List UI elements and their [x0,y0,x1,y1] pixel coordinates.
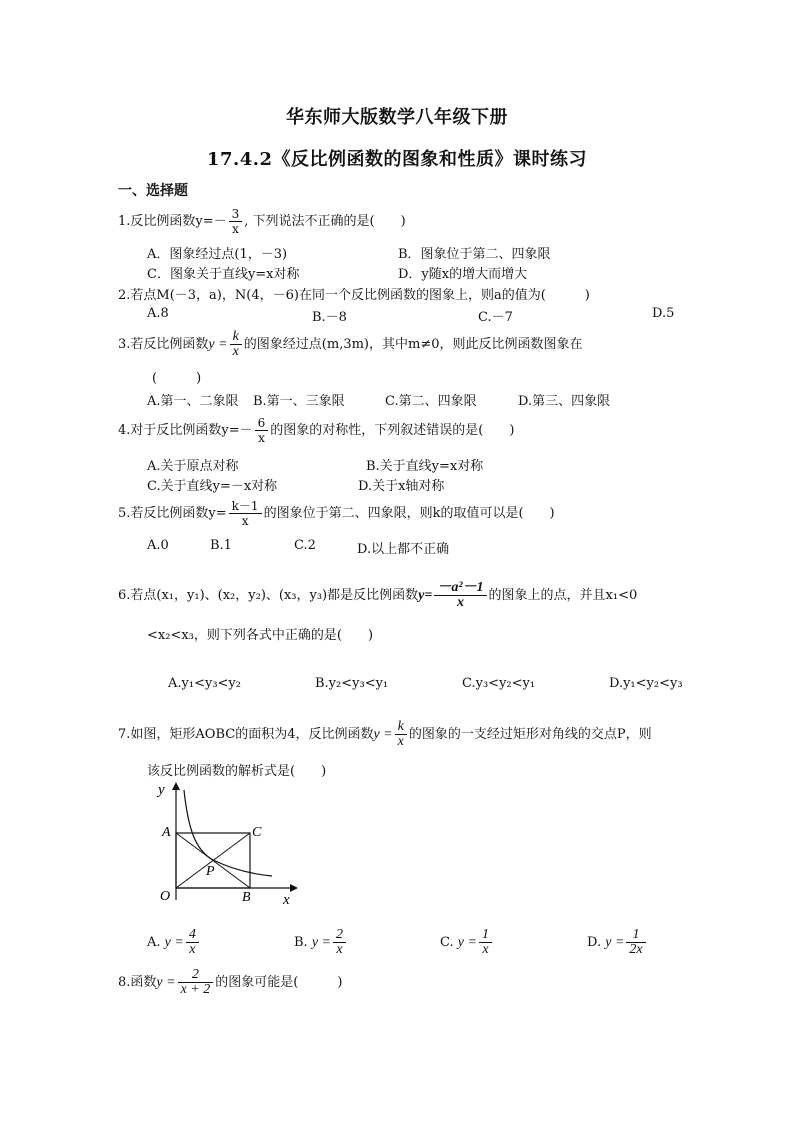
q6-option-b: B.y₂<y₃<y₁ [315,676,389,691]
q7-stem-line2: 该反比例函数的解析式是( ) [147,764,327,779]
q7-c-numerator: 1 [479,928,492,943]
y-axis-arrow-icon [172,782,180,790]
label-p: P [206,864,215,879]
q2-option-c: C.－7 [478,310,513,325]
section-heading: 一、选择题 [118,183,188,199]
q5-option-d: D.以上都不正确 [357,542,450,557]
q7-c-fraction [479,928,492,957]
q5-numerator: k－1 [229,499,262,514]
q6-stem-end: 的图象上的点，并且x₁<0 [488,588,638,603]
question-7 [118,720,652,749]
q3-option-b: B.第一、三象限 [253,394,345,409]
q7-a-fraction [186,928,199,957]
q7-d-lhs: y = [605,935,625,950]
label-c: C [252,825,262,840]
q7-a-label: A. [147,935,161,950]
q3-option-d: D.第三、四象限 [518,394,611,409]
q7-d-fraction [626,928,645,957]
q5-option-a: A.0 [147,538,169,553]
q8-stem-end: 的图象可能是( ) [215,975,343,990]
question-6 [118,581,637,610]
q1-stem: 1.反比例函数y=－ [118,214,227,229]
question-8 [118,968,342,997]
question-2: 2.若点M(－3，a)，N(4，－6)在同一个反比例函数的图象上，则a的值为( ) [118,288,590,303]
q4-option-b: B.关于直线y=x对称 [366,459,484,474]
question-5 [118,499,555,528]
q6-denominator: x [456,595,464,610]
q7-numerator: k [395,720,407,735]
q6-lhs: y= [418,588,433,603]
question-1 [118,207,406,236]
question-3 [118,330,583,359]
q8-fraction [178,968,214,997]
label-o: O [160,889,171,904]
x-axis-arrow-icon [290,884,298,892]
q6-option-a: A.y₁<y₃<y₂ [168,676,241,691]
q1-denominator: x [232,222,239,236]
q6-numerator: －a²－1 [434,581,486,596]
q7-c-lhs: y = [457,935,477,950]
q2-option-a: A.8 [147,306,169,321]
q7-b-label: B. [294,935,308,950]
q3-option-a: A.第一、二象限 [147,394,239,409]
q2-option-b: B.－8 [312,310,347,325]
q8-lhs: y = [156,975,176,990]
q4-option-d: D.关于x轴对称 [358,479,445,494]
q4-stem: 4.对于反比例函数y=－ [118,423,253,438]
q7-c-denominator: x [482,942,489,957]
q7-b-denominator: x [336,942,343,957]
q3-answer-paren: ( ) [152,371,202,386]
q7-d-numerator: 1 [626,928,645,943]
q5-option-b: B.1 [210,538,232,553]
label-x: x [283,892,290,908]
q7-stem-end: 的图象的一支经过矩形对角线的交点P，则 [408,727,652,742]
q4-fraction [255,416,269,445]
q3-fraction [230,330,242,359]
q8-numerator: 2 [178,968,214,983]
q7-b-fraction [333,928,346,957]
q4-option-a: A.关于原点对称 [147,459,239,474]
q7-d-label: D. [587,935,602,950]
q3-stem: 3.若反比例函数 [118,337,209,352]
q1-option-d: D．y随x的增大而增大 [398,267,528,282]
q7-option-c [440,928,494,957]
q7-fraction [395,720,407,749]
q7-c-label: C. [440,935,454,950]
q6-option-c: C.y₃<y₂<y₁ [462,676,536,691]
q3-option-c: C.第二、四象限 [385,394,477,409]
q5-stem-end: 的图象位于第二、四象限，则k的取值可以是( ) [263,506,555,521]
q7-lhs: y = [373,727,393,742]
q1-option-a: A．图象经过点(1，－3) [147,247,288,262]
q5-fraction [229,499,262,528]
page-title: 华东师大版数学八年级下册 [286,107,508,128]
page-subtitle: 17.4.2《反比例函数的图象和性质》课时练习 [206,149,588,170]
q3-stem-end: 的图象经过点(m,3m)，其中m≠0，则此反比例函数图象在 [243,337,583,352]
q7-a-numerator: 4 [186,928,199,943]
question-4 [118,416,514,445]
label-a: A [162,825,171,840]
q3-lhs: y = [208,337,228,352]
q2-option-d: D.5 [652,306,675,321]
q8-stem: 8.函数 [118,975,157,990]
q7-d-denominator: 2x [629,942,643,957]
q7-b-numerator: 2 [333,928,346,943]
q6-stem-line2: <x₂<x₃，则下列各式中正确的是( ) [147,628,374,643]
q8-denominator: x + 2 [180,982,211,997]
q1-option-b: B．图象位于第二、四象限 [398,247,551,262]
q7-denominator: x [397,734,404,749]
q7-b-lhs: y = [311,935,331,950]
q1-stem-end: , 下列说法不正确的是( ) [244,214,406,229]
q7-option-d [587,928,648,957]
q7-stem: 7.如图，矩形AOBC的面积为4，反比例函数 [118,727,374,742]
q4-numerator: 6 [255,416,269,431]
q6-stem: 6.若点(x₁，y₁)、(x₂，y₂)、(x₃，y₃)都是反比例函数 [118,588,419,603]
q1-option-c: C．图象关于直线y=x对称 [147,267,300,282]
q7-a-denominator: x [189,942,196,957]
q7-option-b [294,928,348,957]
q6-fraction [434,581,486,610]
q1-fraction [229,207,243,236]
q6-option-d: D.y₁<y₂<y₃ [609,676,683,691]
q4-option-c: C.关于直线y=－x对称 [147,479,278,494]
label-y: y [158,782,165,798]
q3-denominator: x [232,344,239,359]
q3-numerator: k [230,330,242,345]
label-b: B [242,890,251,905]
q1-numerator: 3 [229,207,243,222]
q4-denominator: x [258,431,265,445]
q4-stem-end: 的图象的对称性，下列叙述错误的是( ) [270,423,515,438]
q7-a-lhs: y = [164,935,184,950]
q7-figure [140,778,310,913]
q7-option-a [147,928,201,957]
q5-option-c: C.2 [294,538,316,553]
q5-denominator: x [241,514,249,528]
q5-stem: 5.若反比例函数y= [118,506,227,521]
